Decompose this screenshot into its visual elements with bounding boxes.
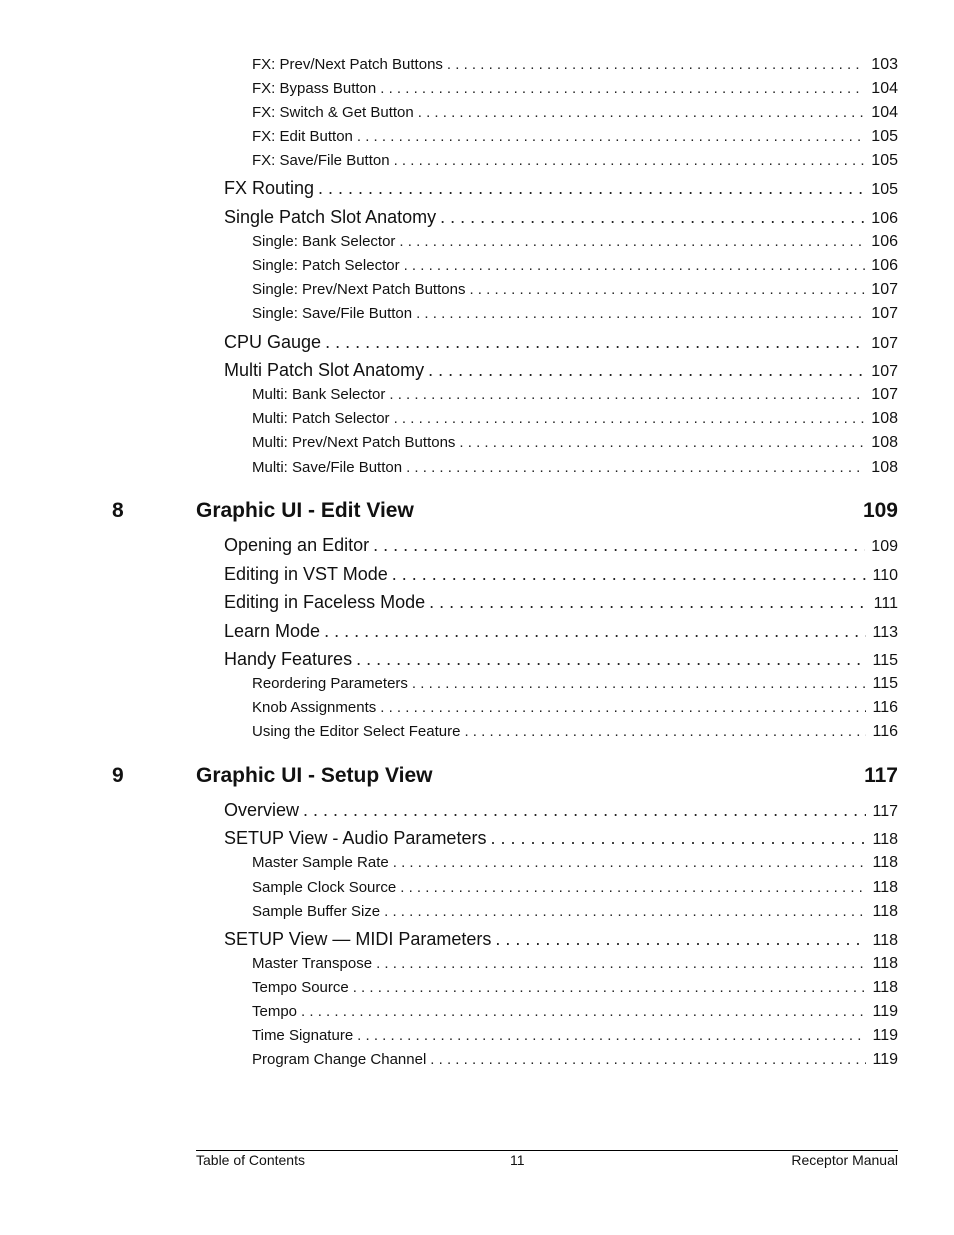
- dot-leader: [301, 1003, 866, 1020]
- entry-label: Single Patch Slot Anatomy: [224, 207, 437, 227]
- entry-page-number: 110: [872, 567, 898, 584]
- dot-leader: [389, 386, 865, 403]
- toc-subsection-entry: [252, 152, 898, 170]
- entry-label: Editing in VST Mode: [224, 564, 388, 584]
- toc-subsection-entry: [252, 434, 898, 452]
- dot-leader: [356, 649, 866, 670]
- entry-label: Handy Features: [224, 649, 353, 669]
- entry-page-number: 108: [871, 410, 898, 427]
- dot-leader: [394, 410, 866, 427]
- toc-section-entry: [224, 621, 898, 642]
- toc-subsection-entry: [252, 386, 898, 404]
- entry-page-number: 107: [871, 305, 898, 322]
- dot-leader: [380, 80, 865, 97]
- dot-leader: [440, 207, 865, 228]
- entry-page-number: 108: [871, 434, 898, 451]
- toc-subsection-entry: [252, 1051, 898, 1069]
- toc-subsection-entry: [252, 723, 898, 741]
- entry-page-number: 107: [871, 281, 898, 298]
- toc-chapter-heading: [112, 764, 898, 788]
- entry-label: Single: Save/File Button: [252, 305, 413, 322]
- entry-label: Program Change Channel: [252, 1051, 427, 1068]
- dot-leader: [416, 305, 865, 322]
- entry-page-number: 105: [871, 152, 898, 169]
- entry-label: Master Transpose: [252, 955, 373, 972]
- toc-section-entry: [224, 207, 898, 228]
- toc-subsection-entry: [252, 257, 898, 275]
- dot-leader: [418, 104, 866, 121]
- entry-page-number: 119: [872, 1051, 898, 1068]
- entry-page-number: 109: [871, 538, 898, 555]
- entry-label: Tempo: [252, 1003, 298, 1020]
- toc-subsection-entry: [252, 128, 898, 146]
- entry-page-number: 116: [872, 723, 898, 740]
- dot-leader: [373, 535, 865, 556]
- toc-subsection-entry: [252, 459, 898, 477]
- entry-label: FX: Edit Button: [252, 128, 353, 145]
- toc-section-entry: [224, 535, 898, 556]
- toc-subsection-entry: [252, 879, 898, 897]
- entry-label: Editing in Faceless Mode: [224, 592, 426, 612]
- toc-subsection-entry: [252, 281, 898, 299]
- dot-leader: [303, 800, 866, 821]
- entry-page-number: 113: [872, 624, 898, 641]
- footer-page-number: 11: [510, 1152, 525, 1168]
- toc-subsection-entry: [252, 1027, 898, 1045]
- toc-subsection-entry: [252, 80, 898, 98]
- toc-subsection-entry: [252, 233, 898, 251]
- toc-section-entry: [224, 564, 898, 585]
- entry-label: Knob Assignments: [252, 699, 377, 716]
- footer-section-title: Table of Contents: [196, 1152, 305, 1168]
- entry-label: Learn Mode: [224, 621, 321, 641]
- dot-leader: [429, 592, 868, 613]
- entry-page-number: 106: [871, 210, 898, 227]
- dot-leader: [380, 699, 866, 716]
- dot-leader: [404, 257, 866, 274]
- dot-leader: [428, 360, 865, 381]
- entry-label: Multi: Bank Selector: [252, 386, 386, 403]
- dot-leader: [353, 979, 867, 996]
- toc-section-entry: [224, 360, 898, 381]
- chapter-page-number: 117: [864, 764, 898, 787]
- toc-subsection-entry: [252, 675, 898, 693]
- chapter-title: Graphic UI - Setup View: [196, 764, 433, 787]
- dot-leader: [324, 621, 866, 642]
- entry-label: FX: Switch & Get Button: [252, 104, 414, 121]
- entry-page-number: 104: [871, 80, 898, 97]
- toc-section-entry: [224, 332, 898, 353]
- dot-leader: [392, 564, 867, 585]
- entry-page-number: 119: [872, 1027, 898, 1044]
- toc-subsection-entry: [252, 699, 898, 717]
- dot-leader: [357, 1027, 866, 1044]
- chapter-number: 9: [112, 764, 124, 787]
- entry-label: Multi: Save/File Button: [252, 459, 403, 476]
- entry-label: SETUP View — MIDI Parameters: [224, 929, 492, 949]
- entry-page-number: 118: [872, 854, 898, 871]
- entry-label: Multi: Prev/Next Patch Buttons: [252, 434, 456, 451]
- entry-page-number: 118: [872, 879, 898, 896]
- dot-leader: [325, 332, 865, 353]
- entry-page-number: 118: [872, 955, 898, 972]
- entry-page-number: 116: [872, 699, 898, 716]
- entry-label: Sample Buffer Size: [252, 903, 381, 920]
- dot-leader: [400, 879, 866, 896]
- toc-section-entry: [224, 592, 898, 613]
- dot-leader: [447, 56, 865, 73]
- entry-label: Using the Editor Select Feature: [252, 723, 461, 740]
- dot-leader: [318, 178, 865, 199]
- dot-leader: [399, 233, 865, 250]
- dot-leader: [393, 854, 867, 871]
- dot-leader: [430, 1051, 866, 1068]
- entry-page-number: 107: [871, 386, 898, 403]
- toc-subsection-entry: [252, 104, 898, 122]
- dot-leader: [459, 434, 865, 451]
- chapter-number: 8: [112, 499, 124, 522]
- dot-leader: [384, 903, 866, 920]
- entry-page-number: 105: [871, 128, 898, 145]
- toc-subsection-entry: [252, 410, 898, 428]
- toc-subsection-entry: [252, 854, 898, 872]
- entry-page-number: 115: [872, 652, 898, 669]
- toc-section-entry: [224, 929, 898, 950]
- entry-page-number: 118: [872, 831, 898, 848]
- dot-leader: [357, 128, 865, 145]
- entry-page-number: 106: [871, 233, 898, 250]
- entry-page-number: 118: [872, 903, 898, 920]
- dot-leader: [412, 675, 867, 692]
- entry-label: Master Sample Rate: [252, 854, 389, 871]
- toc-section-entry: [224, 649, 898, 670]
- entry-page-number: 115: [872, 675, 898, 692]
- toc-subsection-entry: [252, 955, 898, 973]
- dot-leader: [406, 459, 865, 476]
- entry-page-number: 105: [871, 181, 898, 198]
- entry-label: Reordering Parameters: [252, 675, 408, 692]
- entry-page-number: 118: [872, 932, 898, 949]
- toc-subsection-entry: [252, 56, 898, 74]
- toc-subsection-entry: [252, 979, 898, 997]
- dot-leader: [469, 281, 865, 298]
- entry-page-number: 103: [871, 56, 898, 73]
- entry-page-number: 104: [871, 104, 898, 121]
- entry-label: Overview: [224, 800, 300, 820]
- entry-label: Time Signature: [252, 1027, 354, 1044]
- toc-subsection-entry: [252, 1003, 898, 1021]
- entry-label: Multi: Patch Selector: [252, 410, 390, 427]
- toc-subsection-entry: [252, 305, 898, 323]
- entry-label: Tempo Source: [252, 979, 349, 996]
- entry-label: CPU Gauge: [224, 332, 322, 352]
- entry-page-number: 107: [871, 335, 898, 352]
- dot-leader: [376, 955, 866, 972]
- toc-section-entry: [224, 178, 898, 199]
- chapter-page-number: 109: [862, 499, 898, 522]
- entry-label: FX: Save/File Button: [252, 152, 390, 169]
- entry-label: FX Routing: [224, 178, 315, 198]
- dot-leader: [495, 929, 866, 950]
- entry-page-number: 108: [871, 459, 898, 476]
- entry-label: Multi Patch Slot Anatomy: [224, 360, 425, 380]
- entry-label: Sample Clock Source: [252, 879, 397, 896]
- entry-page-number: 111: [873, 595, 898, 612]
- entry-page-number: 117: [872, 803, 898, 820]
- entry-label: FX: Bypass Button: [252, 80, 377, 97]
- entry-page-number: 106: [871, 257, 898, 274]
- entry-label: SETUP View - Audio Parameters: [224, 828, 487, 848]
- footer-rule: [196, 1150, 898, 1151]
- entry-label: Single: Prev/Next Patch Buttons: [252, 281, 466, 298]
- dot-leader: [490, 828, 866, 849]
- dot-leader: [394, 152, 866, 169]
- entry-label: Opening an Editor: [224, 535, 370, 555]
- toc-section-entry: [224, 800, 898, 821]
- footer-document-title: Receptor Manual: [791, 1152, 898, 1168]
- toc-section-entry: [224, 828, 898, 849]
- dot-leader: [464, 723, 866, 740]
- entry-label: FX: Prev/Next Patch Buttons: [252, 56, 443, 73]
- entry-page-number: 118: [872, 979, 898, 996]
- entry-label: Single: Patch Selector: [252, 257, 400, 274]
- entry-page-number: 119: [872, 1003, 898, 1020]
- toc-chapter-heading: [112, 499, 898, 523]
- entry-label: Single: Bank Selector: [252, 233, 396, 250]
- entry-page-number: 107: [871, 363, 898, 380]
- chapter-title: Graphic UI - Edit View: [196, 499, 414, 522]
- toc-subsection-entry: [252, 903, 898, 921]
